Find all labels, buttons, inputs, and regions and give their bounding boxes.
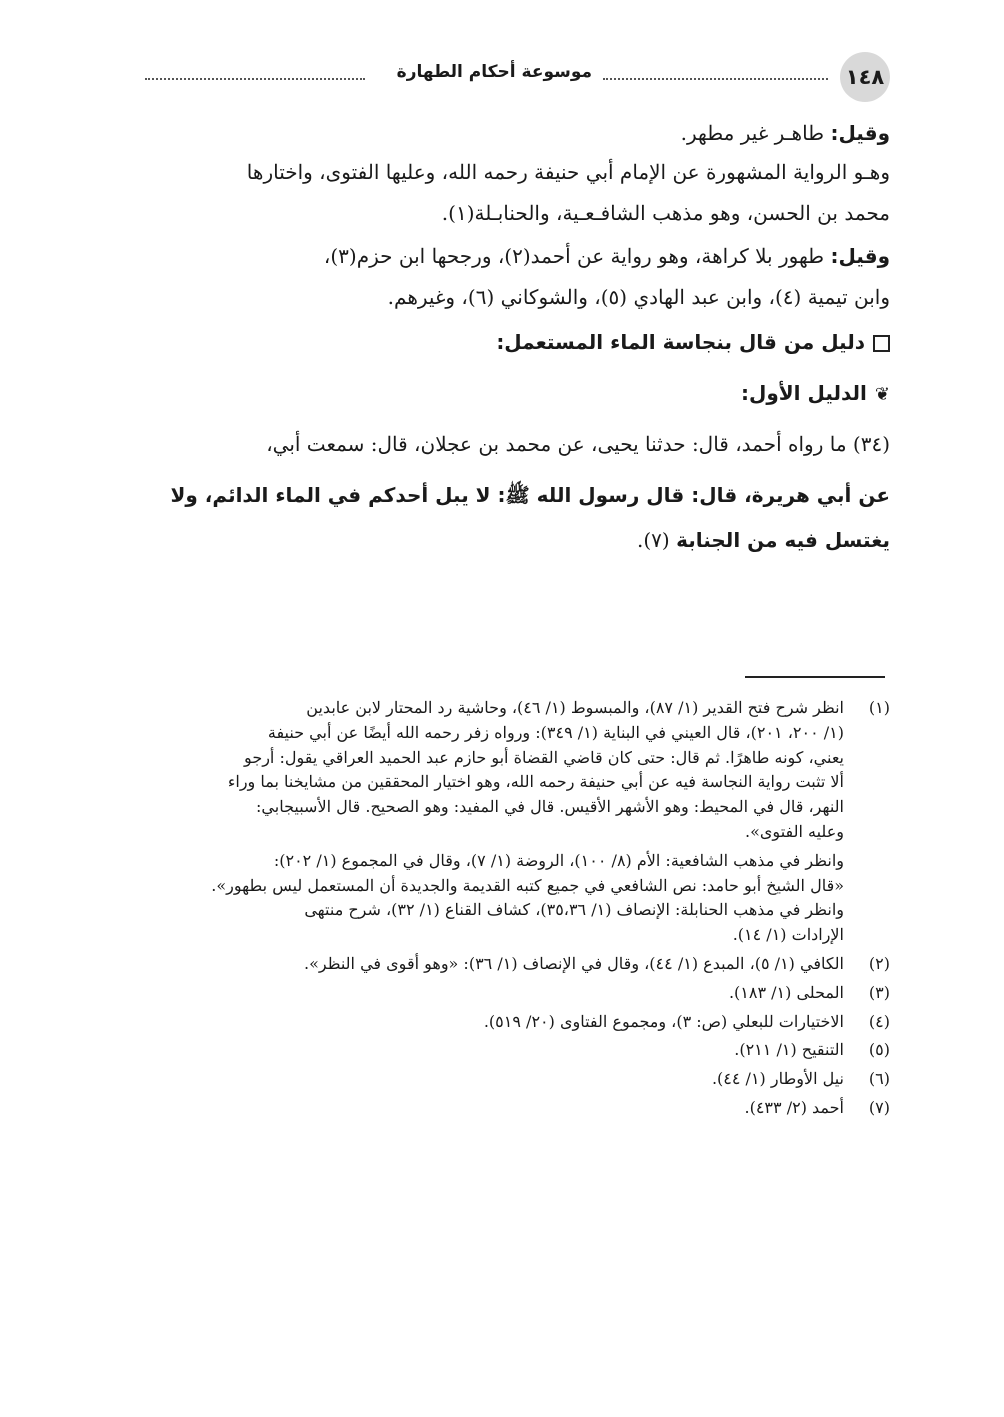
hadith-isnad: (٣٤) ما رواه أحمد، قال: حدثنا يحيى، عن محمد بن عجلان، قال: سمعت أبي، <box>266 432 890 456</box>
section-heading: دليل من قال بنجاسة الماء المستعمل: <box>145 327 890 358</box>
subsection-heading: ❦الدليل الأول: <box>145 378 890 409</box>
footnote-7: (٧) أحمد (٢/ ٤٣٣). <box>145 1096 890 1121</box>
footnote-3: (٣) المحلى (١/ ١٨٣). <box>145 981 890 1006</box>
footnote-1: (١) انظر شرح فتح القدير (١/ ٨٧)، والمبسوط (١/ ٤٦)، وحاشية رد المحتار لابن عابدين (١/ ٢٠٠، ٢٠١)، قال العيني في البناية (١/ ٣٤٩): ورواه زفر رحمه الله أيضًا عن أبي حنيفة يعني، كونه طاهرًا. ثم قال: حتى كان قاضي القضاة أبو حازم عبد الحميد العراقي يقول: أرجو ألا تثبت رواية النجاسة فيه عن أبي حنيفة رحمه الله، وهو اختيار المحققين من مشايخنا بما وراء النهر، قال في المحيط: وهو الأشهر الأقيس. قال في المفيد: وهو الصحيح. قال الأسبيجابي: وعليه الفتوى». وانظر في مذهب الشافعية: الأم (٨/ ١٠٠)، الروضة (١/ ٧)، وقال في المجموع (١/ ٢٠٢): «قال الشيخ أبو حامد: نص الشافعي في جميع كتبه القديمة والجديدة أن المستعمل ليس بطهور». وانظر في مذهب الحنابلة: الإنصاف (١/ ٣٥،٣٦)، كشاف القناع (١/ ٣٢)، شرح منتهى الإرادات (١/ ١٤). <box>145 696 890 948</box>
main-text <box>145 118 890 556</box>
footnote-number: (١) <box>868 698 890 717</box>
leaf-ornament-icon: ❦ <box>874 384 890 405</box>
hadith-text-line-1: عن أبي هريرة، قال: قال رسول الله ﷺ: لا يبل أحدكم في الماء الدائم، ولا <box>170 483 890 507</box>
footnote-4: (٤) الاختيارات للبعلي (ص: ٣)، ومجموع الفتاوى (٢٠/ ٥١٩). <box>145 1010 890 1035</box>
running-title: موسوعة أحكام الطهارة <box>396 62 592 82</box>
hadith-text-line-2: يغتسل فيه من الجنابة (٧). <box>636 528 890 552</box>
paragraph-label: وقيل: <box>830 121 890 145</box>
header-dotted-rule-left <box>145 78 365 80</box>
footnote-number: (٧) <box>868 1097 890 1117</box>
paragraph-label: وقيل: <box>830 244 890 268</box>
footnote-6: (٦) نيل الأوطار (١/ ٤٤). <box>145 1067 890 1092</box>
footnote-number: (٥) <box>868 1040 890 1060</box>
footnote-number: (٦) <box>868 1069 890 1089</box>
footnote-2: (٢) الكافي (١/ ٥)، المبدع (١/ ٤٤)، وقال في الإنصاف (١/ ٣٦): «وهو أقوى في النظر». <box>145 952 890 977</box>
footnote-separator <box>745 676 885 678</box>
footnote-number: (٤) <box>868 1011 890 1031</box>
page-header <box>145 52 890 98</box>
paragraph-2: وهـو الرواية المشهورة عن الإمام أبي حنيفة رحمه الله، وعليها الفتوى، واختارها محمد بن الحسن، وهو مذهب الشافـعـية، والحنابـلة(١). <box>246 160 890 225</box>
paragraph-3: وقيل: طهور بلا كراهة، وهو رواية عن أحمد(٢)، ورجحها ابن حزم(٣)، وابن تيمية (٤)، وابن عبد الهادي (٥)، والشوكاني (٦)، وغيرهم. <box>323 244 890 309</box>
footnote-5: (٥) التنقيح (١/ ٢١١). <box>145 1038 890 1063</box>
header-dotted-rule-right <box>603 78 828 80</box>
page-number: ١٤٨ <box>840 52 890 102</box>
checkbox-square-icon <box>873 335 890 352</box>
paragraph-1: وقيل: طاهـر غير مطهر. <box>680 121 890 145</box>
footnote-number: (٣) <box>868 982 890 1002</box>
footnotes <box>145 696 890 1121</box>
footnote-number: (٢) <box>868 953 890 973</box>
